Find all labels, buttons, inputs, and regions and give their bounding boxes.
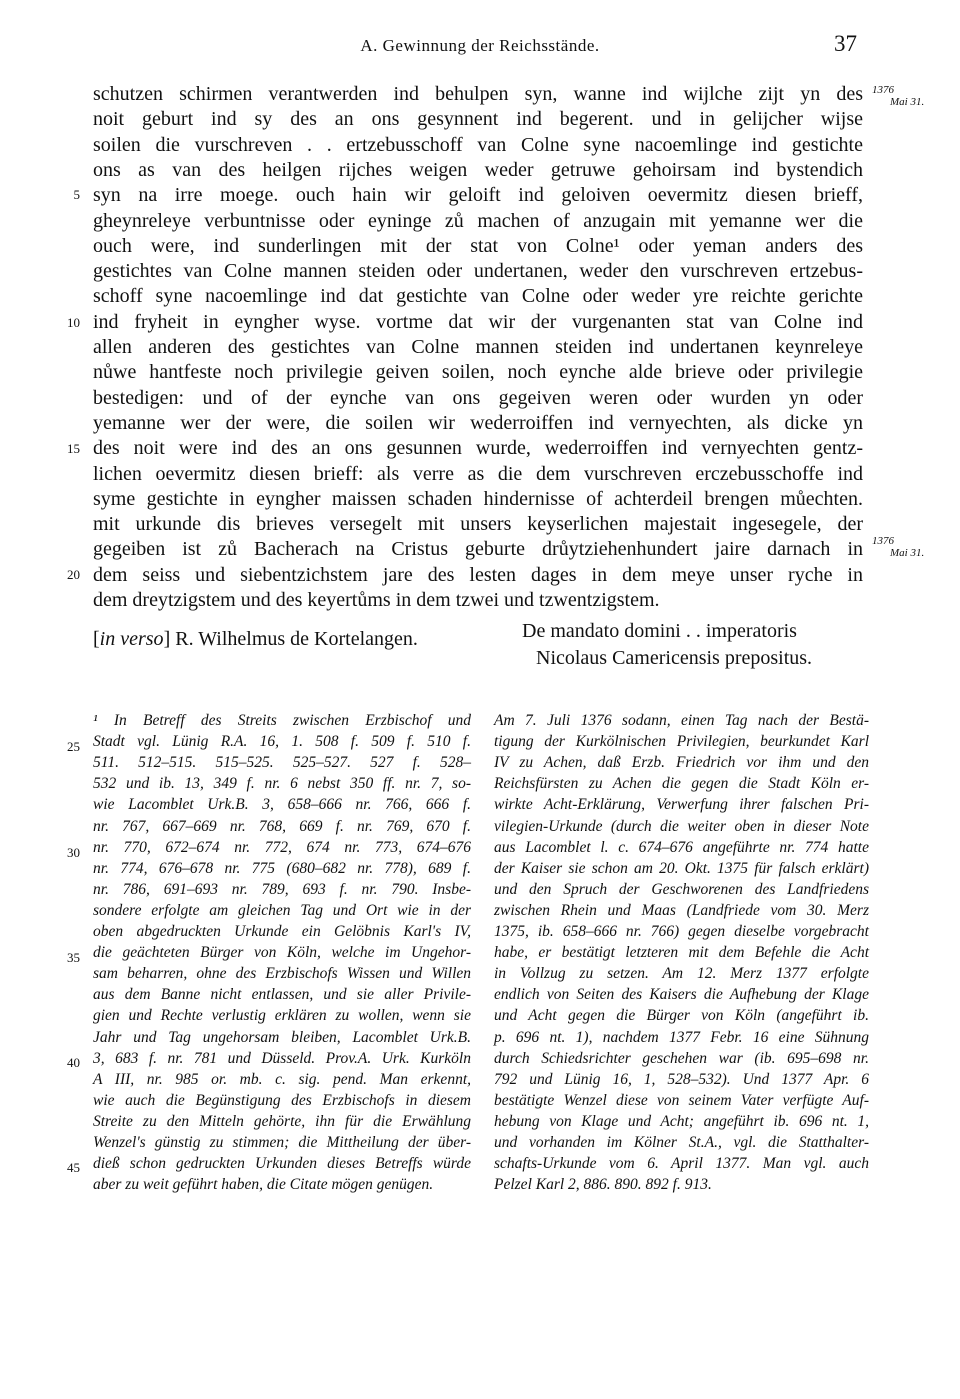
margin-date: Mai 31. (890, 547, 925, 559)
footnote-line: Wenzel's günstig zu stimmen; die Mittheilung der über- (93, 1134, 471, 1151)
footnote-line: sondere erfolgte am gleichen Tag und Ort wie in der (93, 901, 471, 919)
mandato-signature (522, 618, 812, 672)
line-number-40: 40 (67, 1055, 80, 1070)
footnote-line: Am 7. Juli 1376 sodann, einen Tag nach der Bestä- (494, 712, 869, 729)
footnote-line: die geächteten Bürger von Köln, welche im Ungehor- (93, 944, 471, 962)
footnote-line: 1375, ib. 658–666 nr. 766) gegen dieselbe vorgebracht (494, 923, 869, 940)
footnote-line: ¹ In Betreff des Streits zwischen Erzbischof und (93, 712, 471, 729)
footnote-line: nr. 770, 672–674 nr. 772, 674 nr. 773, 674–676 (93, 838, 471, 856)
line-number-20: 20 (67, 567, 80, 582)
footnote-line: endlich von Seiten des Kaisers die Aufhebung der Klage (494, 986, 869, 1004)
footnote-line: bestätigte Wenzel diese von seinem Vater verfügte Auf- (494, 1091, 869, 1109)
margin-year: 1376 (872, 535, 894, 547)
footnote-line: A III, nr. 985 or. mb. c. sig. pend. Man erkennt, (93, 1070, 471, 1088)
footnote-line: Pelzel Karl 2, 886. 890. 892 f. 913. (494, 1176, 712, 1194)
footnote-line: und vorhanden im Kölner St.A., vgl. die Statthalter- (494, 1134, 869, 1151)
footnote-line: p. 696 nt. 1), nachdem 1377 Febr. 16 eine Sühnung (494, 1028, 869, 1046)
body-line: soilen die vurschreven . . ertzebusschoff van Colne syne nacoemlinge ind gestichte (93, 133, 863, 156)
body-line: des noit were ind des an ons gesunnen wurde, wederroiffen ind vernyechten gentz- (93, 437, 863, 460)
footnote-line: in Vollzug zu setzen. Am 12. Merz 1377 erfolgte (494, 965, 869, 983)
body-line: bestedigen: und of der eynche van ons gegeiven weren oder wurden yn oder (93, 386, 863, 409)
body-line: gestichtes van Colne mannen steiden oder undertanen, weder den vurschreven ertzebus- (93, 260, 863, 283)
footnote-line: nr. 767, 667–669 nr. 768, 669 f. nr. 769, 670 f. (93, 817, 471, 835)
body-line: dem seiss und siebentzichstem jare des lesten dages in dem meye unser ryche in (93, 563, 863, 586)
footnote-line: wie auch die Begünstigung des Erzbischofs in diesem (93, 1091, 471, 1109)
body-line: ind fryheit in eyngher wyse. vortme dat wir der vurgenanten stat van Colne ind (93, 310, 863, 333)
footnote-line: wirkte Acht-Erklärung, Verwerfung ihrer falschen Pri- (494, 796, 869, 814)
line-number-30: 30 (67, 845, 80, 860)
body-line: ouch were, ind sunderlingen mit der stat von Colne¹ oder yeman anders des (93, 234, 863, 257)
body-line: nůwe hantfeste noch privilegie geiven soilen, noch eynche alde brieve oder privilegie (93, 361, 863, 384)
body-line: gegeiben ist zů Bacherach na Cristus geburte drůytziehenhundert jaire darnach in (93, 538, 863, 561)
page-number: 37 (834, 31, 857, 56)
footnote-line: Reichsfürsten zu Achen die gegen die Stadt Köln er- (494, 775, 869, 793)
footnote-line: 511. 512–515. 515–525. 525–527. 527 f. 528– (93, 754, 471, 772)
footnote-line: 3, 683 f. nr. 781 und Düsseld. Prov.A. Urk. Kurköln (93, 1049, 471, 1067)
footnote-line: 532 und ib. 13, 349 f. nr. 6 nebst 350 ff. nr. 7, so- (93, 775, 471, 793)
body-line: lichen oevermitz diesen brieff: als verre as die dem vurschreven erczebusschoffe ind (93, 462, 863, 485)
footnote-line: Streite zu den Mitteln gehörte, ihn für die Erwählung (93, 1112, 471, 1130)
footnote-line: gien und Rechte verlustig erklären zu wollen, wenn sie (93, 1007, 471, 1025)
footnote-line: zwischen Rhein und Maas (Landfriede vom 30. Merz (494, 901, 869, 919)
footnote-line: aus Lacomblet l. c. 674–676 angeführte nr. 774 hatte (494, 838, 869, 856)
footnote-line: schafts-Urkunde vom 6. April 1377. Man vgl. auch (494, 1155, 869, 1173)
footnote-line: sam beharren, ohne des Erzbischofs Wissen und Willen (93, 965, 471, 983)
mandato-line: De mandato domini . . imperatoris (522, 620, 797, 642)
footnote-line: dieß schon gedruckten Urkunden dieses Betreffs würde (93, 1155, 471, 1173)
footnote-line: oben abgedruckten Urkunde ein Gelöbnis Karl's IV, (93, 923, 471, 940)
body-line: ons as van des heilgen rijches weigen weder getruwe gehoirsam ind bystendich (93, 158, 863, 181)
footnote-line: wie Lacomblet Urk.B. 3, 658–666 nr. 766, 666 f. (93, 796, 471, 814)
line-number-5: 5 (73, 187, 80, 202)
footnote-line: nr. 774, 676–678 nr. 775 (680–682 nr. 778), 689 f. (93, 859, 471, 877)
footnote-line: und den Spruch der Geschworenen des Landfriedens (494, 880, 869, 898)
footnote-line: aber zu weit geführt haben, die Citate mögen genügen. (93, 1176, 434, 1194)
body-line: yemanne wer der were, die soilen wir wederroiffen ind vernyechten, als dicke yn (93, 411, 863, 434)
body-line: syme gestichte in eyngher maissen schaden hindernisse of achterdeil brengen můechten. (93, 487, 863, 510)
body-line: gheynreleye verbuntnisse oder eyninge zů machen of anzugain mit yemanne wer die (93, 209, 863, 232)
line-number-15: 15 (67, 441, 80, 456)
footnote-line: der Kaiser sie schon am 20. Okt. 1375 für falsch erklärt) (494, 859, 869, 877)
body-line: dem dreytzigstem und des keyertůms in dem tzwei und tzwentzigstem. (93, 589, 660, 611)
margin-year: 1376 (872, 84, 894, 96)
footnote-line: hebung von Klage und Acht; angeführt ib. 696 nt. 1, (494, 1112, 869, 1130)
footnote-line: Jahr und Tag ungehorsam bleiben, Lacomblet Urk.B. (93, 1028, 471, 1046)
body-line: syn na irre moege. ouch hain wir geloift ind geloiven oevermitz diesen brieff, (93, 184, 863, 207)
footnote-line: IV zu Achen, daß Erzb. Friedrich vor ihm und den (494, 754, 869, 772)
footnote-line: 792 und Lünig 16, 1, 528–532). Und 1377 Apr. 6 (494, 1070, 869, 1088)
running-header: A. Gewinnung der Reichsstände. (360, 36, 600, 55)
mandato-line: Nicolaus Camericensis prepositus. (536, 647, 813, 669)
verso-signature: [in verso] R. Wilhelmus de Kortelangen. (93, 628, 418, 650)
body-line: allen anderen des gestichtes van Colne mannen steiden ind undertanen keynreleye (93, 336, 863, 358)
body-line: schutzen schirmen verantwerden ind behulpen syn, wanne ind wijlche zijt yn des (93, 83, 863, 105)
line-number-35: 35 (67, 950, 80, 965)
verso-label: in verso (99, 628, 164, 650)
margin-date-note (872, 535, 924, 559)
body-line: mit urkunde dis brieves versegelt mit unsers keyserlichen majestait ingesegele, der (93, 513, 863, 536)
line-number-10: 10 (67, 315, 80, 330)
body-line: schoff syne nacoemlinge ind dat gestichte van Colne oder weder yre reichte gerichte (93, 285, 863, 308)
footnote-line: und Acht gegen die Bürger von Köln (angeführt ib. (494, 1007, 869, 1025)
footnote-line: tigung der Kurkölnischen Privilegien, beurkundet Karl (494, 733, 869, 751)
verso-name: R. Wilhelmus de Kortelangen. (175, 628, 418, 650)
footnote-line: habe, er bestätigt letzteren mit dem Befehle die Acht (494, 944, 869, 962)
footnote-line: aus dem Banne nicht entlassen, und sie aller Privile- (93, 986, 471, 1004)
footnote-line: vilegien-Urkunde (durch die weiter oben in dieser Note (494, 817, 869, 835)
line-number-45: 45 (67, 1160, 80, 1175)
footnote-line: nr. 786, 691–693 nr. 789, 693 f. nr. 790. Insbe- (93, 880, 471, 898)
line-number-25: 25 (67, 739, 80, 754)
margin-date: Mai 31. (890, 96, 925, 108)
footnote-line: Stadt vgl. Lünig R.A. 16, 1. 508 f. 509 f. 510 f. (93, 733, 471, 751)
footnote-line: durch Schiedsrichter geschehen war (ib. 695–698 nr. (494, 1049, 869, 1067)
body-line: noit geburt ind sy des an ons gesynnent ind begerent. und in gelijcher wijse (93, 108, 863, 131)
margin-date-note (872, 84, 924, 108)
